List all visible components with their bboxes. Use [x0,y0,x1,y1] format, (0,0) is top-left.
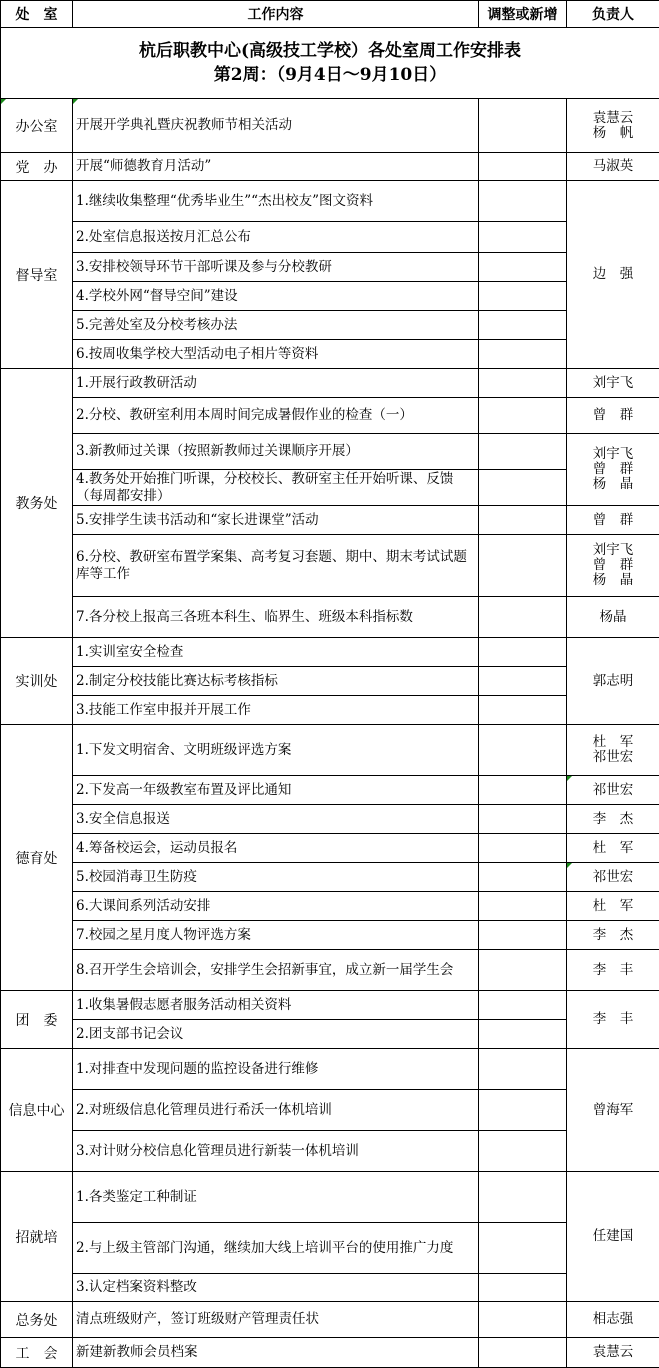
adjust-cell [479,506,567,535]
owner-cell [567,834,659,863]
adjust-cell [479,991,567,1020]
table-row [1,369,659,398]
table-row [1,696,659,725]
task-cell: 4.教务处开始推门听课，分校校长、教研室主任开始听课、反馈（每周都安排） [73,470,479,506]
table-row [1,434,659,470]
task-cell: 1.开展行政教研活动 [73,369,479,398]
task-cell: 5.安排学生读书活动和“家长进课堂”活动 [73,506,479,535]
adjust-cell [479,340,567,369]
task-cell: 清点班级财产，签订班级财产管理责任状 [73,1302,479,1338]
adjust-cell [479,696,567,725]
owner-cell [567,892,659,921]
owner-name: 杜 军 [592,897,634,914]
table-row [1,1090,659,1131]
adjust-cell [479,638,567,667]
dept-cell: 信息中心 [1,1049,73,1172]
table-row [1,506,659,535]
owner-name: 杨 帆 [592,124,634,141]
adjust-cell [479,311,567,340]
owner-name: 曾 群 [592,511,634,528]
owner-name: 曾 群 [592,557,634,573]
dept-cell: 督导室 [1,181,73,369]
table-row [1,1338,659,1368]
task-cell: 1.实训室安全检查 [73,638,479,667]
owner-cell [567,776,659,805]
owner-name: 杨晶 [599,608,627,625]
adjust-cell [479,1302,567,1338]
owner-cell [567,638,659,725]
owner-name: 李 杰 [592,926,634,943]
task-cell: 7.各分校上报高三各班本科生、临界生、班级本科指标数 [73,597,479,638]
adjust-cell [479,153,567,181]
table-row [1,892,659,921]
owner-cell [567,597,659,638]
adjust-cell [479,1274,567,1302]
adjust-cell [479,253,567,282]
owner-cell [567,1338,659,1368]
task-cell: 3.安全信息报送 [73,805,479,834]
owner-name: 袁慧云 [592,109,634,126]
table-row [1,597,659,638]
task-cell: 1.各类鉴定工种制证 [73,1172,479,1223]
owner-cell [567,369,659,398]
owner-name: 刘宇飞 [592,542,634,558]
task-cell: 2.下发高一年级教室布置及评比通知 [73,776,479,805]
owner-name: 祁世宏 [592,749,634,765]
adjust-cell [479,181,567,222]
table-row [1,181,659,222]
task-cell: 3.技能工作室申报并开展工作 [73,696,479,725]
adjust-cell [479,470,567,506]
owner-name: 郭志明 [592,672,634,689]
table-row [1,1302,659,1338]
task-cell: 5.校园消毒卫生防疫 [73,863,479,892]
task-cell: 2.制定分校技能比赛达标考核指标 [73,667,479,696]
adjust-cell [479,597,567,638]
owner-cell [567,398,659,434]
owner-name: 李 丰 [592,1011,634,1027]
title-line-1: 杭后职教中心(高级技工学校）各处室周工作安排表 [138,41,522,61]
table-row [1,834,659,863]
adjust-cell [479,725,567,776]
task-cell: 3.对计财分校信息化管理员进行新装一体机培训 [73,1131,479,1172]
adjust-cell [479,1131,567,1172]
dept-cell: 党 办 [1,153,73,181]
owner-name: 刘宇飞 [592,446,634,462]
table-row [1,667,659,696]
task-cell: 8.召开学生会培训会，安排学生会招新事宜，成立新一届学生会 [73,950,479,991]
adjust-cell [479,99,567,153]
task-cell: 5.完善处室及分校考核办法 [73,311,479,340]
table-row [1,1172,659,1223]
owner-name: 曾 群 [592,407,634,423]
owner-cell [567,1172,659,1302]
adjust-cell [479,1172,567,1223]
dept-cell: 工 会 [1,1338,73,1368]
task-cell: 6.大课间系列活动安排 [73,892,479,921]
task-cell: 4.筹备校运会，运动员报名 [73,834,479,863]
owner-name: 杨 晶 [592,476,634,492]
owner-name: 袁慧云 [592,1344,634,1360]
owner-name: 相志强 [592,1311,634,1327]
table-row [1,1131,659,1172]
table-row [1,725,659,776]
task-cell: 3.新教师过关课（按照新教师过关课顺序开展） [73,434,479,470]
adjust-cell [479,1338,567,1368]
owner-name: 任建国 [592,1228,634,1244]
dept-cell: 教务处 [1,369,73,638]
header-row [1,1,659,28]
dept-cell: 德育处 [1,725,73,991]
task-cell: 2.团支部书记会议 [73,1020,479,1049]
owner-name: 曾 群 [592,461,634,477]
task-cell: 3.认定档案资料整改 [73,1274,479,1302]
task-cell: 新建新教师会员档案 [73,1338,479,1368]
adjust-cell [479,222,567,253]
task-cell: 7.校园之星月度人物评选方案 [73,921,479,950]
owner-cell [567,434,659,506]
task-cell: 2.处室信息报送按月汇总公布 [73,222,479,253]
adjust-cell [479,950,567,991]
header-owner: 负责人 [567,1,659,28]
table-row [1,1274,659,1302]
adjust-cell [479,369,567,398]
table-row [1,311,659,340]
owner-name: 李 丰 [592,961,634,978]
owner-cell [567,535,659,597]
table-row [1,1020,659,1049]
owner-cell [567,725,659,776]
owner-cell [567,950,659,991]
adjust-cell [479,535,567,597]
table-row [1,222,659,253]
table-row [1,776,659,805]
adjust-cell [479,1020,567,1049]
title-row [1,28,659,99]
table-row [1,535,659,597]
table-row [1,805,659,834]
table-row [1,153,659,181]
table-row [1,398,659,434]
adjust-cell [479,863,567,892]
dept-cell: 总务处 [1,1302,73,1338]
table-row [1,863,659,892]
owner-cell [567,506,659,535]
owner-cell [567,99,659,153]
owner-name: 马淑英 [592,158,634,174]
header-dept: 处 室 [1,1,73,28]
task-cell: 6.按周收集学校大型活动电子相片等资料 [73,340,479,369]
adjust-cell [479,282,567,311]
table-title [1,28,659,99]
table-row [1,921,659,950]
header-adjust: 调整或新增 [479,1,567,28]
task-cell: 2.与上级主管部门沟通，继续加大线上培训平台的使用推广力度 [73,1223,479,1274]
owner-name: 杜 军 [592,839,634,856]
dept-cell: 团 委 [1,991,73,1049]
task-cell: 2.分校、教研室利用本周时间完成暑假作业的检查（一） [73,398,479,434]
adjust-cell [479,892,567,921]
table-row [1,470,659,506]
title-line-2: 第2周：（9月4日～9月10日） [213,65,447,85]
dept-cell: 办公室 [1,99,73,153]
task-cell: 1.对排查中发现问题的监控设备进行维修 [73,1049,479,1090]
table-row [1,282,659,311]
owner-name: 杜 军 [592,734,634,750]
adjust-cell [479,1223,567,1274]
table-row [1,991,659,1020]
header-content: 工作内容 [73,1,479,28]
task-cell: 4.学校外网“督导空间”建设 [73,282,479,311]
task-cell: 1.收集暑假志愿者服务活动相关资料 [73,991,479,1020]
table-row [1,950,659,991]
task-cell: 6.分校、教研室布置学案集、高考复习套题、期中、期末考试试题库等工作 [73,535,479,597]
owner-cell [567,153,659,181]
adjust-cell [479,398,567,434]
adjust-cell [479,1090,567,1131]
adjust-cell [479,776,567,805]
task-cell: 1.下发文明宿舍、文明班级评选方案 [73,725,479,776]
task-cell: 2.对班级信息化管理员进行希沃一体机培训 [73,1090,479,1131]
owner-cell [567,1049,659,1172]
table-row [1,253,659,282]
table-row [1,340,659,369]
task-cell: 开展开学典礼暨庆祝教师节相关活动 [73,99,479,153]
table-row [1,1049,659,1090]
owner-cell [567,181,659,369]
table-row [1,1223,659,1274]
adjust-cell [479,434,567,470]
owner-cell [567,863,659,892]
adjust-cell [479,805,567,834]
adjust-cell [479,834,567,863]
owner-cell [567,921,659,950]
owner-name: 祁世宏 [592,781,634,798]
schedule-body [1,99,659,1368]
adjust-cell [479,921,567,950]
dept-cell: 实训处 [1,638,73,725]
owner-cell [567,1302,659,1338]
adjust-cell [479,667,567,696]
owner-name: 刘宇飞 [592,374,634,391]
owner-cell [567,991,659,1049]
table-row [1,638,659,667]
owner-name: 边 强 [592,266,634,282]
dept-cell: 招就培 [1,1172,73,1302]
task-cell: 1.继续收集整理“优秀毕业生”“杰出校友”图文资料 [73,181,479,222]
table-row [1,99,659,153]
task-cell: 3.安排校领导环节干部听课及参与分校教研 [73,253,479,282]
owner-name: 祁世宏 [592,868,634,885]
owner-name: 李 杰 [592,810,634,827]
task-cell: 开展“师德教育月活动” [73,153,479,181]
owner-name: 杨 晶 [592,572,634,588]
owner-cell [567,805,659,834]
owner-name: 曾海军 [592,1101,634,1118]
adjust-cell [479,1049,567,1090]
